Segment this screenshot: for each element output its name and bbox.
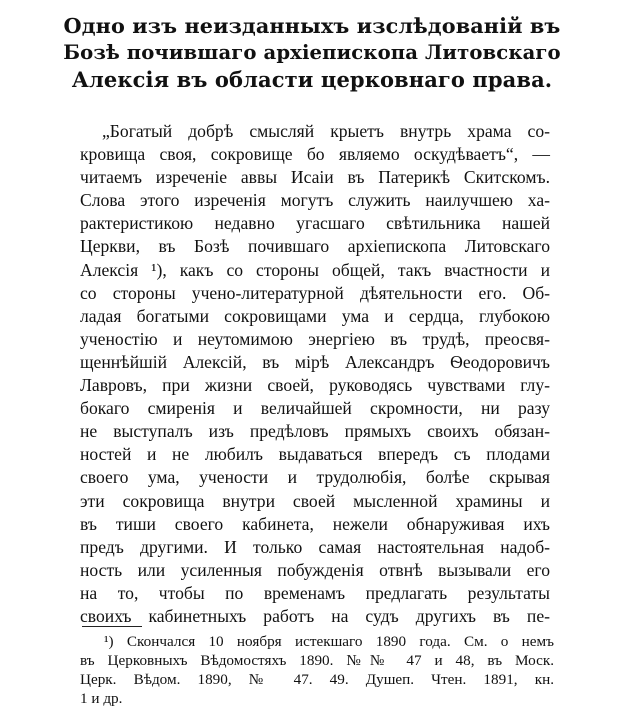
- body-line: „Богатый добрѣ смысляй крыетъ внутрь храма со-: [102, 121, 550, 141]
- body-line: ладая богатыми сокровищами ума и сердца, глубокою: [80, 305, 550, 326]
- body-line: въ тиши своего кабинета, нежели обнаруживая ихъ: [80, 513, 550, 534]
- body-line: рактеристикою недавно угасшаго свѣтильника нашей: [80, 213, 550, 234]
- body-line: своихъ кабинетныхъ работъ на судъ другихъ въ пе-: [80, 605, 550, 626]
- body-line: предъ другими. И только самая настоятельная надоб-: [80, 536, 550, 557]
- footnote-line: Церк. Вѣдом. 1890, № 47. 49. Душеп. Чтен. 1891, кн.: [80, 671, 554, 688]
- body-line: на то, чтобы по временамъ предлагать результаты: [80, 582, 550, 603]
- body-line: Слова этого изреченія могутъ служить наилучшею ха-: [80, 190, 550, 211]
- body-text: [80, 120, 550, 628]
- article-title: [62, 12, 562, 93]
- footnote-line: 1 и др.: [80, 690, 123, 707]
- body-line: ностей и не любилъ выдаваться впередъ съ плодами: [80, 444, 550, 465]
- body-line: бокаго смиренія и величайшей скромности, ни разу: [80, 398, 550, 419]
- title-line: Бозѣ почившаго архіепископа Литовскаго: [63, 41, 561, 64]
- body-line: своего ума, учености и трудолюбія, болѣе скрывая: [80, 467, 550, 488]
- body-line: Церкви, въ Бозѣ почившаго архіепископа Литовскаго: [80, 236, 550, 257]
- body-line: читаемъ изреченіе аввы Исаіи въ Патерикѣ Скитскомъ.: [80, 167, 550, 188]
- title-line: Алексія въ области церковнаго права.: [71, 67, 553, 92]
- footnote-line: ¹) Скончался 10 ноября истекшаго 1890 года. См. о немъ: [104, 633, 554, 650]
- footnote: [80, 632, 554, 708]
- body-line: кровища своя, сокровище бо являемо оскудѣваетъ“, —: [80, 144, 550, 165]
- title-line: Одно изъ неизданныхъ изслѣдованій въ: [63, 13, 561, 38]
- body-line: Алексія ¹), какъ со стороны общей, такъ вчастности и: [80, 259, 550, 280]
- footnote-line: въ Церковныхъ Вѣдомостяхъ 1890. №№ 47 и 48, въ Моск.: [80, 652, 554, 669]
- footnote-divider: [82, 626, 142, 627]
- body-line: ность или усиленныя побужденія отвнѣ вызывали его: [80, 559, 550, 580]
- body-line: щеннѣйшій Алексій, въ мірѣ Александръ Ѳеодоровичъ: [80, 351, 550, 372]
- body-line: ученостію и неутомимою энергіею въ трудѣ, преосвя-: [80, 328, 550, 349]
- body-line: Лавровъ, при жизни своей, руководясь чувствами глу-: [80, 375, 550, 396]
- body-line: со стороны учено-литературной дѣятельности его. Об-: [80, 282, 550, 303]
- body-line: эти сокровища внутри своей мысленной храмины и: [80, 490, 550, 511]
- body-line: не выступалъ изъ предѣловъ прямыхъ своихъ обязан-: [80, 421, 550, 442]
